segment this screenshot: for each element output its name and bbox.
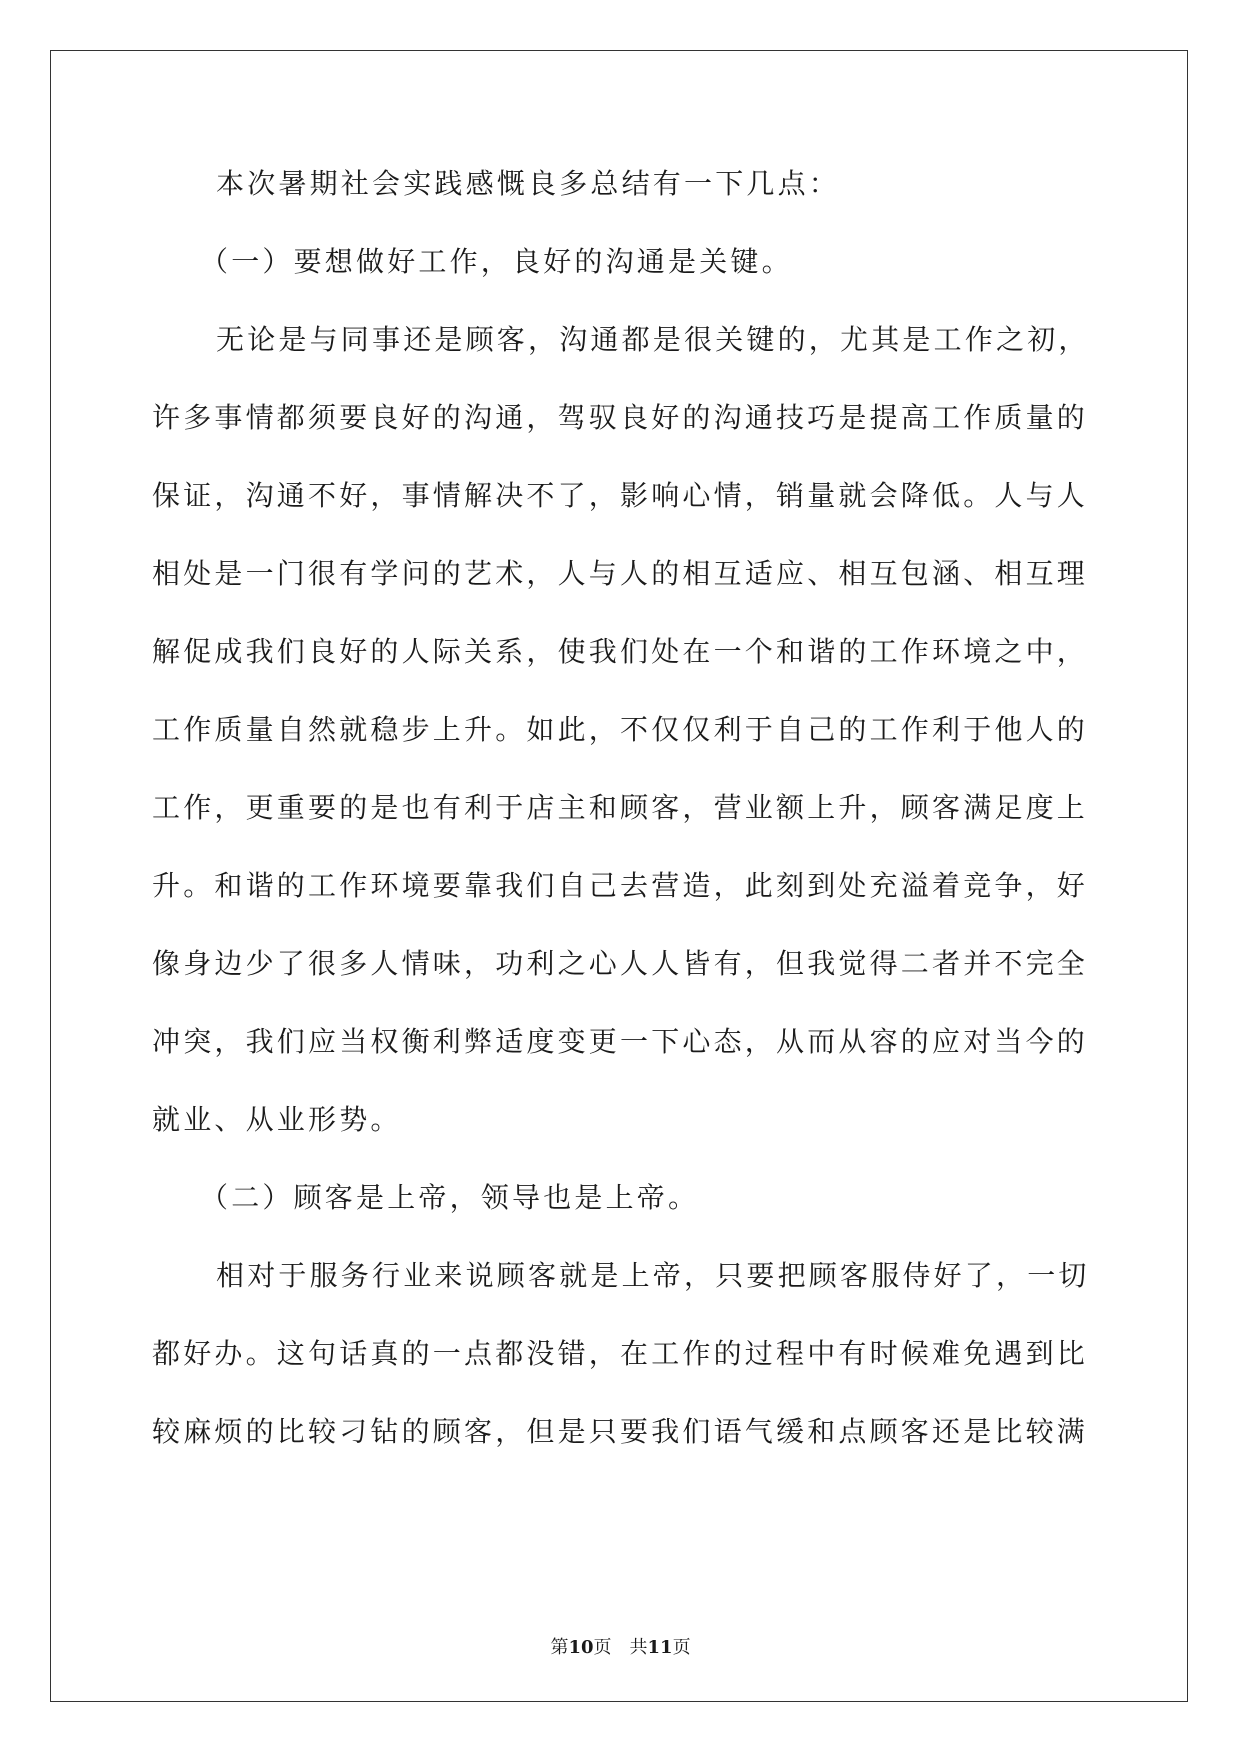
paragraph-line: 无论是与同事还是顾客，沟通都是很关键的，尤其是工作之初，	[216, 323, 1090, 356]
page-current: 10	[568, 1637, 594, 1658]
paragraph-line: 就业、从业形势。	[152, 1103, 402, 1136]
document-body	[152, 167, 1090, 1496]
total-prefix: 共	[629, 1637, 648, 1658]
total-suffix: 页	[672, 1637, 691, 1658]
page-total: 11	[647, 1637, 673, 1658]
section-heading: （二）顾客是上帝，领导也是上帝。	[200, 1181, 700, 1214]
section-heading: （一）要想做好工作，良好的沟通是关键。	[200, 245, 793, 278]
paragraph-line: 相对于服务行业来说顾客就是上帝，只要把顾客服侍好了，一切	[216, 1259, 1090, 1292]
paragraph-line: 解促成我们良好的人际关系，使我们处在一个和谐的工作环境之中，	[152, 635, 1089, 668]
paragraph-line: 升。和谐的工作环境要靠我们自己去营造，此刻到处充溢着竞争，好	[152, 869, 1089, 902]
paragraph-line: 本次暑期社会实践感慨良多总结有一下几点：	[216, 167, 841, 200]
page-suffix: 页	[593, 1637, 612, 1658]
page-footer	[0, 1637, 1241, 1659]
paragraph-line: 工作质量自然就稳步上升。如此，不仅仅利于自己的工作利于他人的	[152, 713, 1089, 746]
paragraph-line: 保证，沟通不好，事情解决不了，影响心情，销量就会降低。人与人	[152, 479, 1089, 512]
paragraph-line: 较麻烦的比较刁钻的顾客，但是只要我们语气缓和点顾客还是比较满	[152, 1415, 1089, 1448]
paragraph-line: 像身边少了很多人情味，功利之心人人皆有，但我觉得二者并不完全	[152, 947, 1089, 980]
paragraph-line: 相处是一门很有学问的艺术，人与人的相互适应、相互包涵、相互理	[152, 557, 1089, 590]
paragraph-line: 冲突，我们应当权衡利弊适度变更一下心态，从而从容的应对当今的	[152, 1025, 1089, 1058]
page-prefix: 第	[550, 1637, 569, 1658]
paragraph-line: 工作，更重要的是也有利于店主和顾客，营业额上升，顾客满足度上	[152, 791, 1089, 824]
paragraph-line: 都好办。这句话真的一点都没错，在工作的过程中有时候难免遇到比	[152, 1337, 1089, 1370]
paragraph-line: 许多事情都须要良好的沟通，驾驭良好的沟通技巧是提高工作质量的	[152, 401, 1089, 434]
